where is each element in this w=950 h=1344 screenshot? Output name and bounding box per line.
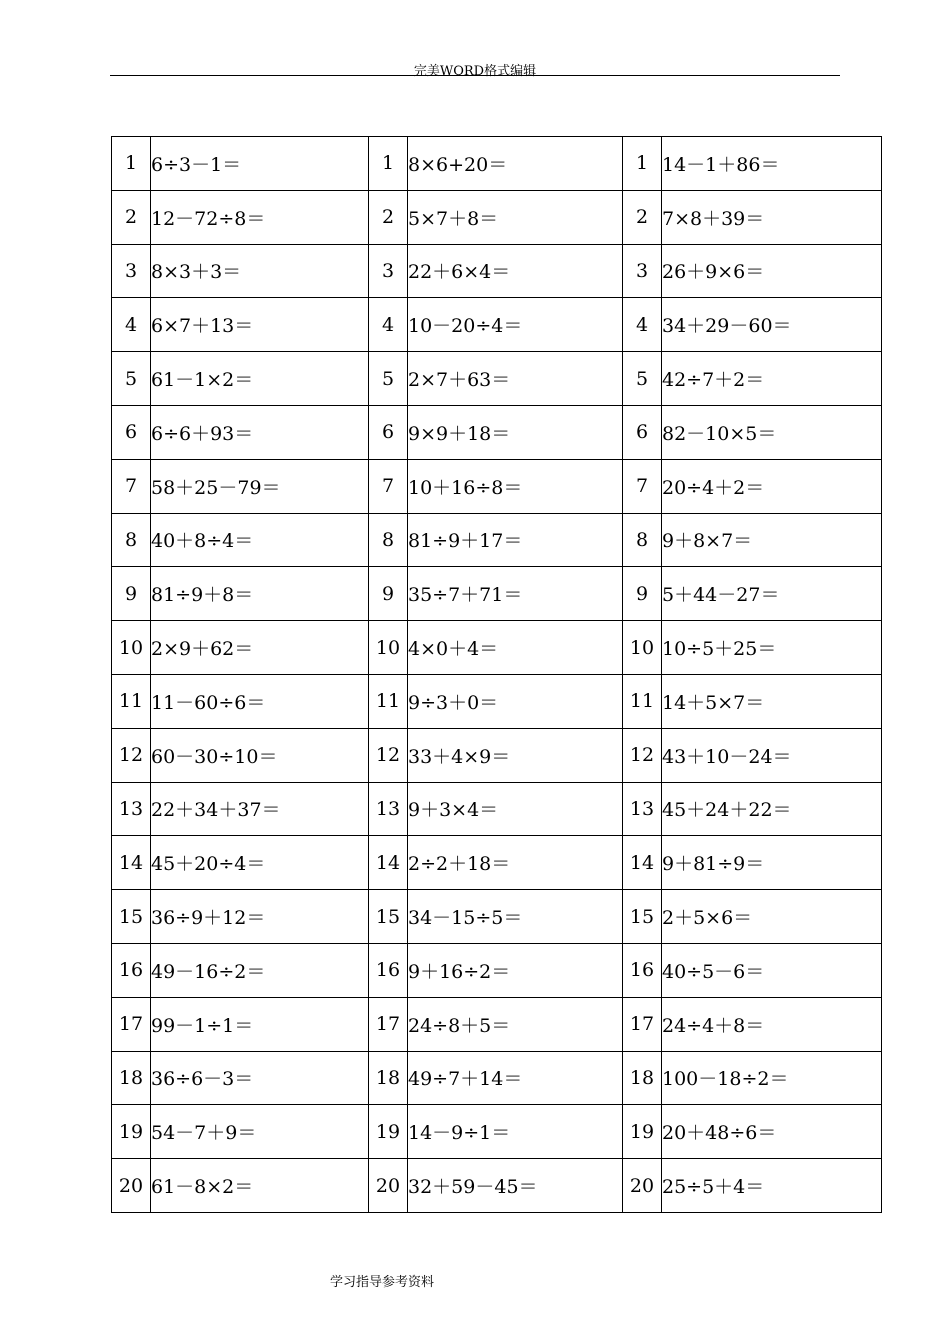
problem-number: 2 bbox=[112, 190, 151, 244]
problem-expression: 9＋81÷9＝ bbox=[662, 836, 882, 890]
problem-number: 5 bbox=[112, 352, 151, 406]
problem-number: 17 bbox=[112, 997, 151, 1051]
problem-number: 10 bbox=[369, 621, 408, 675]
worksheet-body bbox=[112, 137, 882, 1213]
problem-expression: 81÷9＋17＝ bbox=[408, 513, 623, 567]
problem-number: 1 bbox=[623, 137, 662, 191]
problem-expression: 32＋59－45＝ bbox=[408, 1159, 623, 1213]
problem-number: 7 bbox=[623, 459, 662, 513]
problem-number: 12 bbox=[369, 728, 408, 782]
problem-number: 9 bbox=[623, 567, 662, 621]
page-footer: 学习指导参考资料 bbox=[330, 1275, 435, 1290]
problem-expression: 6×7＋13＝ bbox=[151, 298, 369, 352]
problem-number: 9 bbox=[112, 567, 151, 621]
problem-expression: 34＋29－60＝ bbox=[662, 298, 882, 352]
problem-expression: 8×3＋3＝ bbox=[151, 244, 369, 298]
problem-expression: 40＋8÷4＝ bbox=[151, 513, 369, 567]
problem-expression: 36÷9＋12＝ bbox=[151, 890, 369, 944]
problem-expression: 25÷5＋4＝ bbox=[662, 1159, 882, 1213]
problem-expression: 49÷7＋14＝ bbox=[408, 1051, 623, 1105]
problem-number: 16 bbox=[112, 943, 151, 997]
table-row bbox=[112, 137, 882, 191]
problem-number: 6 bbox=[623, 405, 662, 459]
problem-number: 4 bbox=[369, 298, 408, 352]
problem-expression: 26＋9×6＝ bbox=[662, 244, 882, 298]
problem-expression: 8×6+20＝ bbox=[408, 137, 623, 191]
problem-expression: 58＋25－79＝ bbox=[151, 459, 369, 513]
problem-number: 4 bbox=[112, 298, 151, 352]
problem-expression: 61－1×2＝ bbox=[151, 352, 369, 406]
problem-expression: 14＋5×7＝ bbox=[662, 674, 882, 728]
problem-number: 20 bbox=[623, 1159, 662, 1213]
problem-expression: 42÷7＋2＝ bbox=[662, 352, 882, 406]
problem-expression: 35÷7＋71＝ bbox=[408, 567, 623, 621]
problem-number: 13 bbox=[369, 782, 408, 836]
problem-number: 16 bbox=[369, 943, 408, 997]
problem-expression: 61－8×2＝ bbox=[151, 1159, 369, 1213]
table-row bbox=[112, 621, 882, 675]
problem-number: 13 bbox=[623, 782, 662, 836]
problem-number: 8 bbox=[623, 513, 662, 567]
problem-number: 17 bbox=[369, 997, 408, 1051]
table-row bbox=[112, 190, 882, 244]
table-row bbox=[112, 782, 882, 836]
problem-expression: 22＋34＋37＝ bbox=[151, 782, 369, 836]
problem-number: 4 bbox=[623, 298, 662, 352]
problem-expression: 24÷8＋5＝ bbox=[408, 997, 623, 1051]
problem-expression: 20＋48÷6＝ bbox=[662, 1105, 882, 1159]
problem-expression: 2＋5×6＝ bbox=[662, 890, 882, 944]
problem-number: 10 bbox=[623, 621, 662, 675]
table-row bbox=[112, 513, 882, 567]
problem-expression: 5＋44－27＝ bbox=[662, 567, 882, 621]
problem-expression: 82－10×5＝ bbox=[662, 405, 882, 459]
table-row bbox=[112, 244, 882, 298]
problem-expression: 36÷6－3＝ bbox=[151, 1051, 369, 1105]
problem-number: 7 bbox=[112, 459, 151, 513]
problem-expression: 99－1÷1＝ bbox=[151, 997, 369, 1051]
problem-number: 17 bbox=[623, 997, 662, 1051]
table-row bbox=[112, 728, 882, 782]
problem-expression: 45＋24＋22＝ bbox=[662, 782, 882, 836]
problem-number: 6 bbox=[112, 405, 151, 459]
problem-expression: 9＋3×4＝ bbox=[408, 782, 623, 836]
problem-number: 5 bbox=[369, 352, 408, 406]
problem-number: 18 bbox=[112, 1051, 151, 1105]
problem-number: 11 bbox=[112, 674, 151, 728]
problem-expression: 4×0＋4＝ bbox=[408, 621, 623, 675]
problem-number: 3 bbox=[112, 244, 151, 298]
problem-expression: 11－60÷6＝ bbox=[151, 674, 369, 728]
problem-expression: 49－16÷2＝ bbox=[151, 943, 369, 997]
problem-expression: 10－20÷4＝ bbox=[408, 298, 623, 352]
problem-number: 7 bbox=[369, 459, 408, 513]
problem-number: 10 bbox=[112, 621, 151, 675]
problem-expression: 12－72÷8＝ bbox=[151, 190, 369, 244]
table-row bbox=[112, 997, 882, 1051]
problem-number: 15 bbox=[623, 890, 662, 944]
problem-expression: 2×7＋63＝ bbox=[408, 352, 623, 406]
problem-expression: 10÷5＋25＝ bbox=[662, 621, 882, 675]
page-header: 完美WORD格式编辑 bbox=[413, 64, 537, 79]
problem-expression: 7×8＋39＝ bbox=[662, 190, 882, 244]
problem-number: 20 bbox=[112, 1159, 151, 1213]
problem-expression: 20÷4＋2＝ bbox=[662, 459, 882, 513]
problem-expression: 14－1＋86＝ bbox=[662, 137, 882, 191]
table-row bbox=[112, 1105, 882, 1159]
problem-number: 9 bbox=[369, 567, 408, 621]
problem-number: 18 bbox=[623, 1051, 662, 1105]
table-row bbox=[112, 890, 882, 944]
problem-expression: 54－7＋9＝ bbox=[151, 1105, 369, 1159]
table-row bbox=[112, 836, 882, 890]
problem-number: 5 bbox=[623, 352, 662, 406]
problem-number: 19 bbox=[623, 1105, 662, 1159]
problem-expression: 14－9÷1＝ bbox=[408, 1105, 623, 1159]
problem-expression: 22＋6×4＝ bbox=[408, 244, 623, 298]
problem-number: 8 bbox=[369, 513, 408, 567]
problem-expression: 34－15÷5＝ bbox=[408, 890, 623, 944]
problem-number: 16 bbox=[623, 943, 662, 997]
problem-expression: 24÷4＋8＝ bbox=[662, 997, 882, 1051]
arithmetic-worksheet-table bbox=[111, 136, 882, 1213]
problem-number: 1 bbox=[369, 137, 408, 191]
problem-number: 2 bbox=[623, 190, 662, 244]
problem-expression: 2×9＋62＝ bbox=[151, 621, 369, 675]
problem-number: 11 bbox=[623, 674, 662, 728]
table-row bbox=[112, 405, 882, 459]
problem-number: 6 bbox=[369, 405, 408, 459]
problem-number: 15 bbox=[369, 890, 408, 944]
problem-number: 12 bbox=[623, 728, 662, 782]
problem-expression: 5×7＋8＝ bbox=[408, 190, 623, 244]
table-row bbox=[112, 943, 882, 997]
problem-expression: 100－18÷2＝ bbox=[662, 1051, 882, 1105]
problem-number: 14 bbox=[623, 836, 662, 890]
problem-number: 1 bbox=[112, 137, 151, 191]
problem-number: 19 bbox=[369, 1105, 408, 1159]
header-divider bbox=[110, 75, 840, 76]
problem-expression: 45＋20÷4＝ bbox=[151, 836, 369, 890]
table-row bbox=[112, 1159, 882, 1213]
problem-number: 18 bbox=[369, 1051, 408, 1105]
problem-expression: 81÷9＋8＝ bbox=[151, 567, 369, 621]
problem-number: 14 bbox=[369, 836, 408, 890]
problem-expression: 9＋8×7＝ bbox=[662, 513, 882, 567]
problem-number: 3 bbox=[369, 244, 408, 298]
table-row bbox=[112, 352, 882, 406]
table-row bbox=[112, 459, 882, 513]
problem-number: 12 bbox=[112, 728, 151, 782]
table-row bbox=[112, 567, 882, 621]
problem-expression: 43＋10－24＝ bbox=[662, 728, 882, 782]
table-row bbox=[112, 298, 882, 352]
problem-number: 11 bbox=[369, 674, 408, 728]
problem-expression: 9＋16÷2＝ bbox=[408, 943, 623, 997]
problem-expression: 60－30÷10＝ bbox=[151, 728, 369, 782]
problem-number: 15 bbox=[112, 890, 151, 944]
table-row bbox=[112, 1051, 882, 1105]
problem-expression: 6÷3－1＝ bbox=[151, 137, 369, 191]
problem-expression: 6÷6＋93＝ bbox=[151, 405, 369, 459]
problem-expression: 2÷2＋18＝ bbox=[408, 836, 623, 890]
problem-number: 20 bbox=[369, 1159, 408, 1213]
problem-expression: 33＋4×9＝ bbox=[408, 728, 623, 782]
problem-number: 2 bbox=[369, 190, 408, 244]
problem-number: 3 bbox=[623, 244, 662, 298]
problem-number: 8 bbox=[112, 513, 151, 567]
problem-number: 13 bbox=[112, 782, 151, 836]
problem-expression: 40÷5－6＝ bbox=[662, 943, 882, 997]
problem-expression: 9×9＋18＝ bbox=[408, 405, 623, 459]
problem-expression: 9÷3＋0＝ bbox=[408, 674, 623, 728]
table-row bbox=[112, 674, 882, 728]
problem-number: 19 bbox=[112, 1105, 151, 1159]
problem-expression: 10＋16÷8＝ bbox=[408, 459, 623, 513]
problem-number: 14 bbox=[112, 836, 151, 890]
